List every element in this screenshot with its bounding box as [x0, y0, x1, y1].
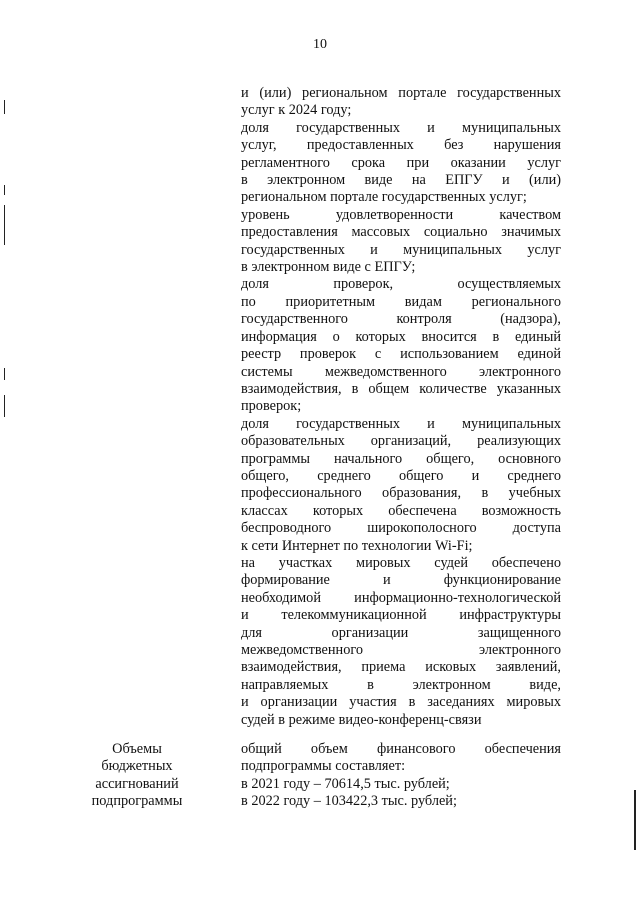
budget-label — [72, 741, 202, 811]
text-line: и организации участия в заседаниях мировых — [241, 694, 561, 711]
scan-mark — [4, 205, 5, 245]
budget-line: общий объем финансового обеспечения — [241, 741, 561, 757]
text-line: формирование и функционирование — [241, 572, 561, 589]
text-line: направляемых в электронном виде, — [241, 676, 561, 693]
label-line: подпрограммы — [91, 793, 183, 810]
text-line: взаимодействия, в общем количестве указанных — [241, 380, 561, 397]
text-line: государственных и муниципальных услуг — [241, 241, 561, 258]
budget-line: в 2022 году – 103422,3 тыс. рублей; — [241, 793, 457, 810]
text-line: необходимой информационно-технологической — [241, 589, 561, 606]
text-line: общего, среднего общего и среднего — [241, 467, 561, 484]
label-line: ассигнований — [95, 775, 179, 792]
text-line: государственного контроля (надзора), — [241, 311, 561, 328]
text-line: региональном портале государственных услуг; — [241, 189, 527, 206]
indicators-text — [241, 85, 561, 729]
text-line: по приоритетным видам регионального — [241, 293, 561, 310]
text-line: беспроводного широкополосного доступа — [241, 520, 561, 537]
text-line: в электронном виде на ЕПГУ и (или) — [241, 172, 561, 189]
text-line: проверок; — [241, 398, 302, 415]
text-line: к сети Интернет по технологии Wi-Fi; — [241, 537, 473, 554]
page-number: 10 — [313, 37, 327, 52]
text-line: и (или) региональном портале государственных — [241, 85, 561, 101]
text-line: предоставления массовых социально значимых — [241, 224, 561, 241]
scan-mark — [4, 368, 5, 380]
text-line: образовательных организаций, реализующих — [241, 433, 561, 450]
text-line: и телекоммуникационной инфраструктуры — [241, 607, 561, 624]
text-line: судей в режиме видео-конференц-связи — [241, 711, 482, 728]
budget-line: подпрограммы составляет: — [241, 758, 406, 775]
text-line: в электронном виде с ЕПГУ; — [241, 259, 416, 276]
text-line: услуг к 2024 году; — [241, 102, 352, 119]
text-line: доля государственных и муниципальных — [241, 415, 561, 432]
text-line: межведомственного электронного — [241, 642, 561, 658]
scan-mark — [4, 185, 5, 195]
text-line: уровень удовлетворенности качеством — [241, 206, 561, 223]
text-line: профессионального образования, в учебных — [241, 485, 561, 502]
text-line: системы межведомственного электронного — [241, 363, 561, 380]
text-line: услуг, предоставленных без нарушения — [241, 137, 561, 154]
text-line: доля проверок, осуществляемых — [241, 276, 561, 293]
text-line: для организации защищенного — [241, 624, 561, 641]
scan-mark — [4, 395, 5, 417]
text-line: программы начального общего, основного — [241, 450, 561, 467]
text-line: информация о которых вносится в единый — [241, 328, 561, 345]
text-line: на участках мировых судей обеспечено — [241, 554, 561, 571]
text-line: взаимодействия, приема исковых заявлений, — [241, 659, 561, 676]
budget-line: в 2021 году – 70614,5 тыс. рублей; — [241, 775, 450, 792]
scan-mark — [634, 790, 636, 850]
scan-mark — [4, 100, 5, 114]
budget-text — [241, 741, 561, 811]
text-line: классах которых обеспечена возможность — [241, 502, 561, 519]
label-line: бюджетных — [101, 758, 173, 775]
text-line: реестр проверок с использованием единой — [241, 346, 561, 363]
text-line: регламентного срока при оказании услуг — [241, 154, 561, 171]
text-line: доля государственных и муниципальных — [241, 119, 561, 136]
label-line: Объемы — [112, 741, 162, 757]
